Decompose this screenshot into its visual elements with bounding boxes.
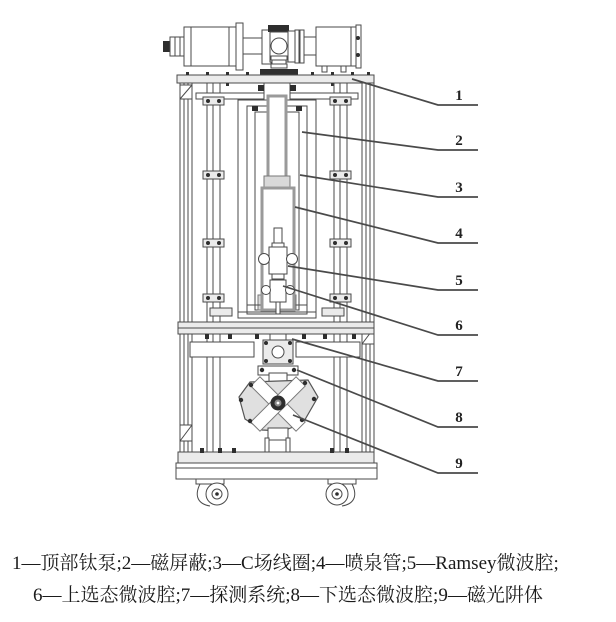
caster-wheel-left <box>196 479 228 506</box>
upper-selection-cavity <box>270 280 286 302</box>
part-label-2 <box>302 132 478 150</box>
mot-chamber <box>239 377 318 440</box>
valve-cap <box>268 25 289 32</box>
part-label-4 <box>295 207 478 243</box>
part-number-2: 2 <box>455 133 463 149</box>
caption-line-2: 6—上选态微波腔;7—探测系统;8—下选态微波腔;9—磁光阱体 <box>33 585 543 606</box>
part-number-3: 3 <box>455 180 463 196</box>
part-number-1: 1 <box>455 88 463 104</box>
top-pump-assembly <box>163 23 361 76</box>
ramsey-cavity <box>269 247 287 274</box>
pump-cylinder <box>184 27 236 66</box>
pump-box <box>316 27 356 66</box>
part-number-8: 8 <box>455 410 463 426</box>
caption-line-1: 1—顶部钛泵;2—磁屏蔽;3—C场线圈;4—喷泉管;5—Ramsey微波腔; <box>12 553 559 574</box>
caster-wheel-right <box>326 479 356 506</box>
part-number-4: 4 <box>455 226 463 242</box>
part-number-6: 6 <box>455 318 463 334</box>
part-number-5: 5 <box>455 273 463 289</box>
part-label-3 <box>300 175 478 197</box>
part-label-8 <box>297 370 478 427</box>
part-number-9: 9 <box>455 456 463 472</box>
base-and-casters <box>176 438 377 506</box>
leader-lines <box>283 79 478 473</box>
ball-valve <box>271 38 287 54</box>
base-plate <box>176 463 377 479</box>
part-number-7: 7 <box>455 364 463 380</box>
